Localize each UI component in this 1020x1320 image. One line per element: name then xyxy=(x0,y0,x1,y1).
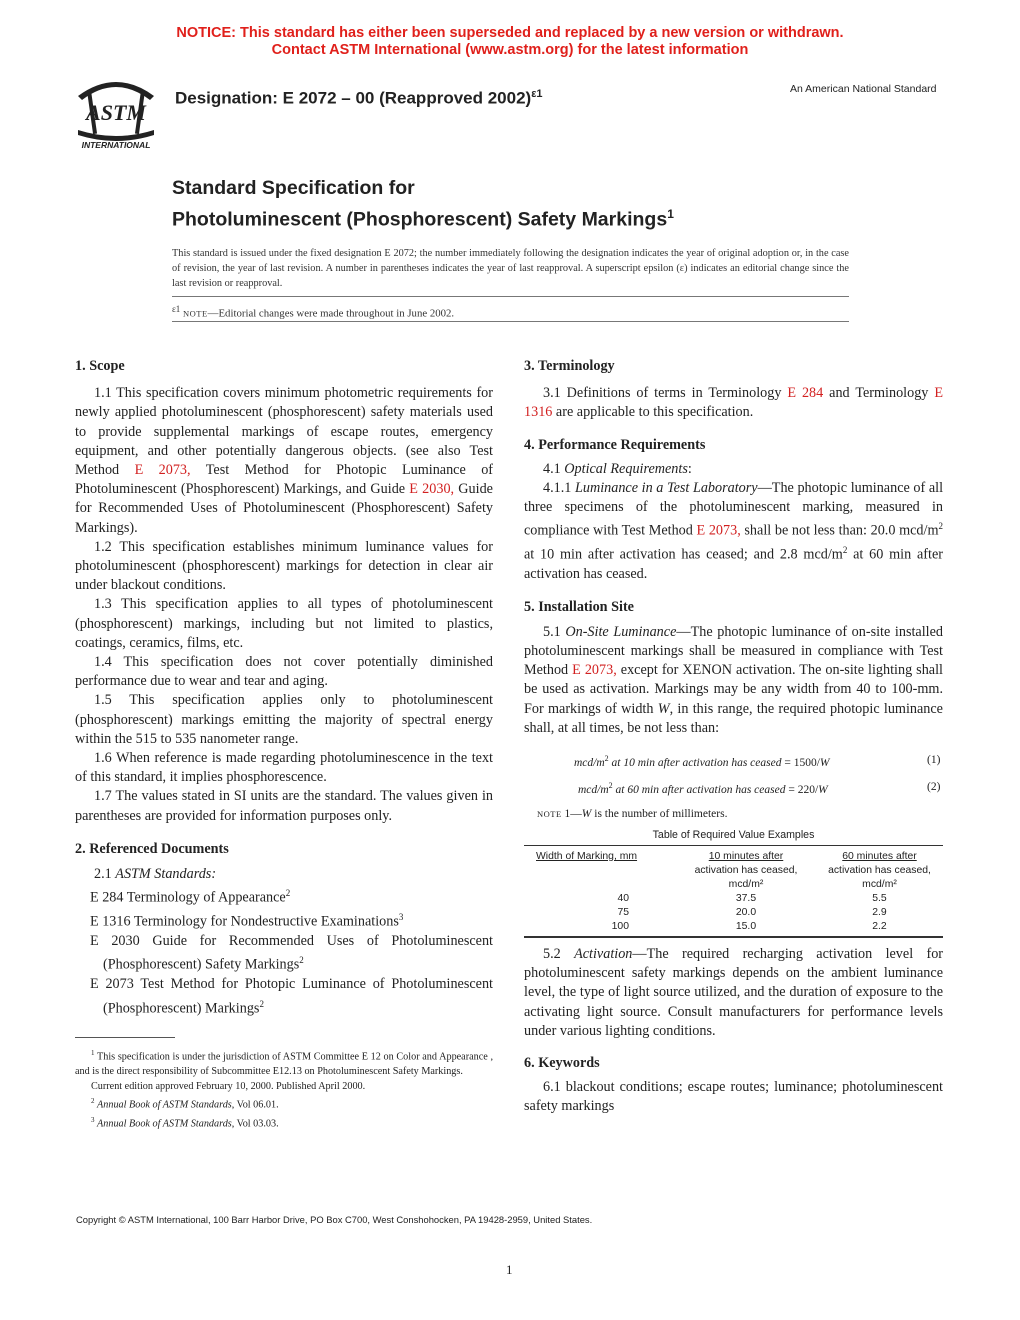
clause-label: ASTM Standards: xyxy=(115,866,217,883)
divider xyxy=(172,321,849,322)
table-cell: 2.9 xyxy=(872,907,887,918)
footnote-3 xyxy=(75,1113,493,1131)
table-row xyxy=(524,920,943,934)
header-text: activation has ceased, xyxy=(828,865,931,876)
table-bottom-rule xyxy=(524,936,943,938)
eq-var: W xyxy=(818,783,828,796)
footnote-number: 1 xyxy=(91,1049,95,1057)
editorial-note-text: —Editorial changes were made throughout in June 2002. xyxy=(207,307,455,320)
reference-text: E 284 Terminology of Appearance xyxy=(90,890,286,907)
clause-5-2 xyxy=(524,945,943,1041)
clause-label: Activation xyxy=(574,946,633,962)
left-column xyxy=(75,357,493,1018)
clause-number: 5.1 xyxy=(543,623,566,640)
table xyxy=(524,846,943,934)
table-cell: 40 xyxy=(617,893,629,904)
clause-text: —The photopic luminance of all three specimens of the photoluminescent marking, measured in compliance with Test Method xyxy=(524,480,944,540)
table-header-cell xyxy=(524,846,676,892)
note-1 xyxy=(537,808,727,820)
footnote-ref: 2 xyxy=(299,955,304,966)
reference-text: E 1316 Terminology for Nondestructive Examinations xyxy=(90,913,399,930)
divider xyxy=(172,296,849,297)
equation-2-number: (2) xyxy=(927,781,941,793)
clause-1-6: 1.6 When reference is made regarding photoluminescence in the text of this standard, it implies phosphorescence. xyxy=(75,750,493,786)
clause-number: 4.1 xyxy=(543,460,565,477)
section-heading-installation: 5. Installation Site xyxy=(524,598,634,615)
clause-text: 1.1 This specification covers minimum photometric requirements for newly applied photoluminescent (phosphorescent) safety materials used to provide supplemental markings of escape routes, emergency equipment, and other potentially dangerous objects. (see also Test Method xyxy=(75,385,493,479)
table-cell: 100 xyxy=(611,921,629,932)
header-text: mcd/m² xyxy=(862,879,897,890)
clause-text: and Terminology xyxy=(823,385,935,402)
superscript: 2 xyxy=(938,521,943,532)
link-e2030[interactable]: E 2030, xyxy=(409,481,455,498)
eq-text: = 1500/ xyxy=(781,756,820,769)
right-column-continued xyxy=(524,945,943,1117)
table-header-cell xyxy=(676,846,816,892)
eq-sup: 2 xyxy=(604,754,609,763)
footnote-number: 2 xyxy=(91,1097,95,1106)
clause-text: : xyxy=(687,460,692,477)
page-title xyxy=(172,175,674,233)
note-number: 1— xyxy=(561,808,582,820)
clause-text: Guide for Recommended Uses of Photoluminescent (Phosphorescent) Safety Markings). xyxy=(75,481,493,536)
title-line-2: Photoluminescent (Phosphorescent) Safety Markings xyxy=(172,208,668,231)
table-header-row xyxy=(524,846,943,892)
header-text: 10 minutes after xyxy=(708,851,784,862)
national-standard-label: An American National Standard xyxy=(790,83,937,95)
eq-var: W xyxy=(819,756,830,769)
clause-label: Optical Requirements xyxy=(564,460,688,477)
footnote-italic: Annual Book of ASTM Standards xyxy=(97,1118,232,1130)
table-cell: 37.5 xyxy=(735,893,757,904)
table-row xyxy=(524,906,943,920)
equation-2 xyxy=(578,781,828,796)
reference-item xyxy=(75,908,493,932)
footnote-text: , Vol 03.03. xyxy=(231,1118,279,1130)
clause-text: , in this range, the required photopic luminance shall, at all times, be not less than: xyxy=(524,700,943,736)
variable-w: W xyxy=(657,700,670,717)
table-cell: 75 xyxy=(617,907,629,918)
equation-1-number: (1) xyxy=(927,754,941,766)
footnote-text: This specification is under the jurisdiction of ASTM Committee E 12 on Color and Appearance , and is the direct responsibility of Subcommittee E12.13 on Photoluminescent Safety Markings. xyxy=(75,1051,493,1078)
required-values-table xyxy=(524,845,943,938)
header-text: activation has ceased, xyxy=(694,865,798,876)
footnote-1 xyxy=(75,1046,493,1079)
eq-text: mcd/m xyxy=(578,783,609,796)
section-heading-performance: 4. Performance Requirements xyxy=(524,436,706,453)
footnote-ref: 3 xyxy=(398,912,404,923)
title-footnote-ref: 1 xyxy=(667,207,674,221)
editorial-note xyxy=(172,304,454,320)
clause-2-1 xyxy=(75,865,493,884)
table-header-cell xyxy=(816,846,943,892)
link-e2073[interactable]: E 2073, xyxy=(696,523,741,540)
clause-1-3: 1.3 This specification applies to all types of photoluminescent (phosphorescent) markings, including but not limited to plastics, coatings, ceramics, films, etc. xyxy=(75,596,493,651)
link-e1316[interactable]: E 1316 xyxy=(524,385,944,421)
footnote-ref: 2 xyxy=(285,888,291,899)
header-text: 60 minutes after xyxy=(842,851,917,862)
section-heading-keywords: 6. Keywords xyxy=(524,1055,600,1072)
footnote-number: 3 xyxy=(91,1115,95,1124)
designation xyxy=(175,88,543,109)
clause-4-1-1 xyxy=(524,479,943,584)
clause-1-4: 1.4 This specification does not cover potentially diminished performance due to wear and tear and aging. xyxy=(75,654,493,690)
logo-text: ASTM xyxy=(86,100,146,125)
reference-text: E 2030 Guide for Recommended Uses of Photoluminescent (Phosphorescent) Safety Markings xyxy=(90,933,493,974)
title-line-1: Standard Specification for xyxy=(172,177,415,199)
right-column xyxy=(524,357,943,738)
designation-label: Designation: E 2072 – 00 (Reapproved 2002) xyxy=(175,88,532,108)
table-title: Table of Required Value Examples xyxy=(652,829,815,841)
preamble: This standard is issued under the fixed designation E 2072; the number immediately following the designation indicates the year of original adoption or, in the case of revision, the year of last revision. A number in parentheses indicates the year of last reapproval. A superscript epsilon (ε) indicates an editorial change since the last revision or reapproval. xyxy=(172,248,849,289)
clause-text: Test Method for Photopic Luminance of Photoluminescent (Phosphorescent) Markings, and Guide xyxy=(75,462,494,498)
section-heading-terminology: 3. Terminology xyxy=(524,358,615,374)
clause-text: are applicable to this specification. xyxy=(552,404,754,421)
clause-text: —The photopic luminance of on-site installed photoluminescent markings shall be measured in compliance with Test Method xyxy=(524,623,943,679)
copyright: Copyright © ASTM International, 100 Barr Harbor Drive, PO Box C700, West Conshohocken, PA 19428-2959, United States. xyxy=(76,1214,593,1225)
footnote-italic: Annual Book of ASTM Standards xyxy=(97,1099,232,1111)
footnote-2 xyxy=(75,1094,493,1112)
clause-text: except for XENON activation. The on-site lighting shall be used as activation. Markings may be any width from 40 to 100-mm. For markings of width xyxy=(524,662,943,717)
header-text: mcd/m² xyxy=(728,879,764,890)
page-number: 1 xyxy=(506,1262,513,1277)
notice-line-1: NOTICE: This standard has either been superseded and replaced by a new version or withdrawn. xyxy=(176,25,844,41)
reference-item xyxy=(75,975,493,1018)
table-cell: 2.2 xyxy=(872,921,887,932)
clause-6-1: 6.1 blackout conditions; escape routes; luminance; photoluminescent safety markings xyxy=(524,1079,943,1115)
eq-text: at 10 min after activation has ceased xyxy=(608,756,782,769)
editorial-note-label: NOTE xyxy=(182,308,208,319)
footnote-divider xyxy=(75,1037,175,1038)
footnotes xyxy=(75,1046,493,1131)
clause-5-1 xyxy=(524,623,943,738)
clause-1-7: 1.7 The values stated in SI units are the standard. The values given in parentheses are provided for information purposes only. xyxy=(75,788,493,824)
clause-text: at 10 min after activation has ceased; and 2.8 mcd/m xyxy=(524,547,843,564)
reference-item xyxy=(75,884,493,908)
logo-subtext: INTERNATIONAL xyxy=(81,140,151,150)
clause-text: —The required recharging activation level for photoluminescent safety markings depends on the ambient luminance level, the type of light source utilized, and the duration of exposure to the activating light source. Consult manufacturers for performance levels under various lighting conditions. xyxy=(524,946,944,1039)
clause-label: On-Site Luminance xyxy=(565,623,677,640)
clause-1-2: 1.2 This specification establishes minimum luminance values for photoluminescent (phosphorescent) markings for detection in clear air under blackout conditions. xyxy=(75,538,493,594)
clause-text: 3.1 Definitions of terms in Terminology xyxy=(543,385,788,402)
clause-number: 2.1 xyxy=(94,866,116,883)
header-text: Width of Marking, mm xyxy=(536,851,638,862)
reference-text: E 2073 Test Method for Photopic Luminance of Photoluminescent (Phosphorescent) Markings xyxy=(90,976,493,1017)
footnote-ref: 2 xyxy=(259,998,264,1009)
eq-sup: 2 xyxy=(608,781,613,790)
clause-1-5: 1.5 This specification applies only to photoluminescent (phosphorescent) markings emitting the majority of spectral energy within the 515 to 535 nanometer range. xyxy=(75,692,493,747)
notice-line-2: Contact ASTM International (www.astm.org) for the latest information xyxy=(271,42,749,58)
clause-4-1 xyxy=(524,460,943,479)
withdrawal-notice xyxy=(0,25,1020,59)
clause-1-1 xyxy=(75,384,493,538)
link-e284[interactable]: E 284 xyxy=(787,385,824,402)
note-text: is the number of millimeters. xyxy=(591,808,728,820)
eq-text: mcd/m xyxy=(574,756,605,769)
editorial-note-sup: ε1 xyxy=(172,304,181,314)
superscript: 2 xyxy=(842,545,848,556)
clause-text: shall be not less than: 20.0 mcd/m xyxy=(740,523,939,540)
eq-text: at 60 min after activation has ceased xyxy=(612,783,786,796)
section-heading-referenced-documents: 2. Referenced Documents xyxy=(75,840,229,857)
clause-label: Luminance in a Test Laboratory xyxy=(574,480,758,497)
table-cell: 15.0 xyxy=(735,921,757,932)
note-label: NOTE xyxy=(537,809,562,819)
footnote-1-edition: Current edition approved February 10, 2000. Published April 2000. xyxy=(91,1081,366,1093)
reference-item xyxy=(75,932,493,975)
table-row xyxy=(524,892,943,906)
astm-logo xyxy=(70,76,162,150)
clause-3-1 xyxy=(524,384,943,422)
link-e2073[interactable]: E 2073, xyxy=(134,462,191,479)
footnote-text: , Vol 06.01. xyxy=(231,1099,279,1111)
clause-number: 4.1.1 xyxy=(543,480,575,497)
section-heading-scope: 1. Scope xyxy=(75,358,125,374)
link-e2073[interactable]: E 2073, xyxy=(572,662,617,679)
designation-epsilon: ε1 xyxy=(531,88,543,100)
equation-1 xyxy=(574,754,830,769)
clause-text: at 60 min after activation has ceased. xyxy=(524,547,943,583)
table-cell: 20.0 xyxy=(735,907,757,918)
clause-number: 5.2 xyxy=(543,946,575,962)
note-var: W xyxy=(581,808,592,820)
table-cell: 5.5 xyxy=(872,893,887,904)
eq-text: = 220/ xyxy=(785,783,819,796)
